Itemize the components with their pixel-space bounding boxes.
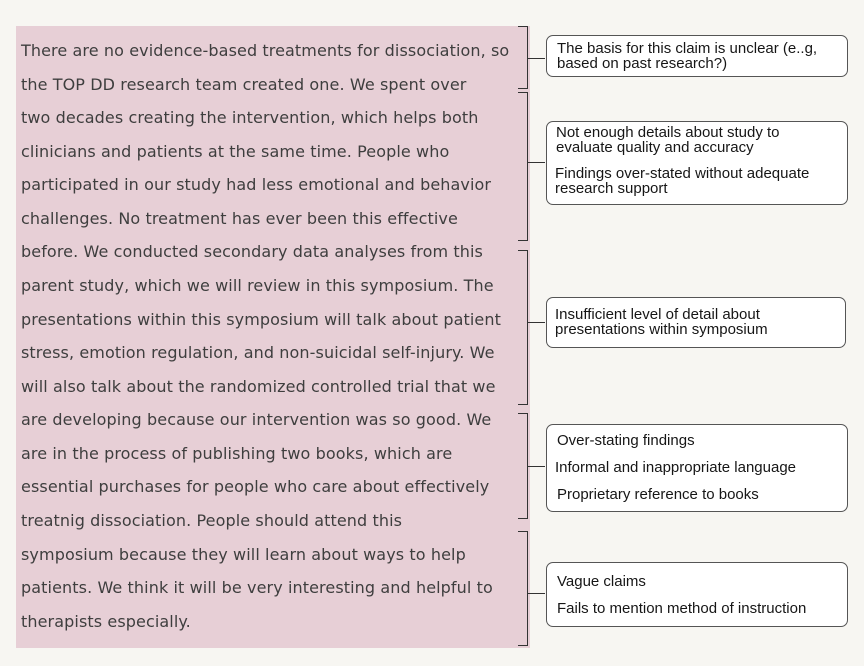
connector-1 [528,58,545,59]
abstract-line: are developing because our intervention was so good. We [21,410,492,429]
abstract-line: essential purchases for people who care about effectively [21,477,490,496]
bracket-5 [518,531,528,646]
abstract-line: will also talk about the randomized controlled trial that we [21,377,496,396]
connector-5 [528,593,545,594]
comment-text: Vague claims [557,573,646,590]
abstract-line: patients. We think it will be very interesting and helpful to [21,578,493,597]
comment-text: Fails to mention method of instruction [557,600,807,617]
comment-text: presentations within symposium [555,321,768,338]
connector-2 [528,162,545,163]
abstract-line: are in the process of publishing two books, which are [21,444,453,463]
abstract-line: presentations within this symposium will talk about patient [21,310,501,329]
comment-text: based on past research?) [557,55,728,72]
comment-text: Over-stating findings [557,432,695,449]
abstract-line: stress, emotion regulation, and non-suicidal self-injury. We [21,343,495,362]
comment-text: Informal and inappropriate language [555,459,797,476]
comment-text: research support [555,180,668,197]
bracket-2 [518,92,528,241]
abstract-line: treatnig dissociation. People should attend this [21,511,403,530]
abstract-line: symposium because they will learn about ways to help [21,545,466,564]
comment-text: Insufficient level of detail about [555,306,760,323]
bracket-1 [518,26,528,89]
comment-text: Proprietary reference to books [557,486,759,503]
abstract-line: two decades creating the intervention, which helps both [21,108,479,127]
abstract-line: There are no evidence-based treatments for dissociation, so [21,41,510,60]
comment-box-5 [546,562,848,627]
abstract-line: parent study, which we will review in this symposium. The [21,276,494,295]
connector-3 [528,322,545,323]
abstract-line: before. We conducted secondary data analyses from this [21,242,483,261]
comment-text: evaluate quality and accuracy [556,139,754,156]
bracket-4 [518,413,528,519]
comment-text: The basis for this claim is unclear (e..g, [557,40,818,57]
abstract-line: the TOP DD research team created one. We spent over [21,75,467,94]
abstract-line: participated in our study had less emotional and behavior [21,175,492,194]
comment-text: Not enough details about study to [556,124,780,141]
comment-text: Findings over-stated without adequate [555,165,810,182]
bracket-3 [518,250,528,405]
abstract-line: clinicians and patients at the same time. People who [21,142,450,161]
connector-4 [528,466,545,467]
abstract-line: therapists especially. [21,612,191,631]
abstract-line: challenges. No treatment has ever been this effective [21,209,458,228]
